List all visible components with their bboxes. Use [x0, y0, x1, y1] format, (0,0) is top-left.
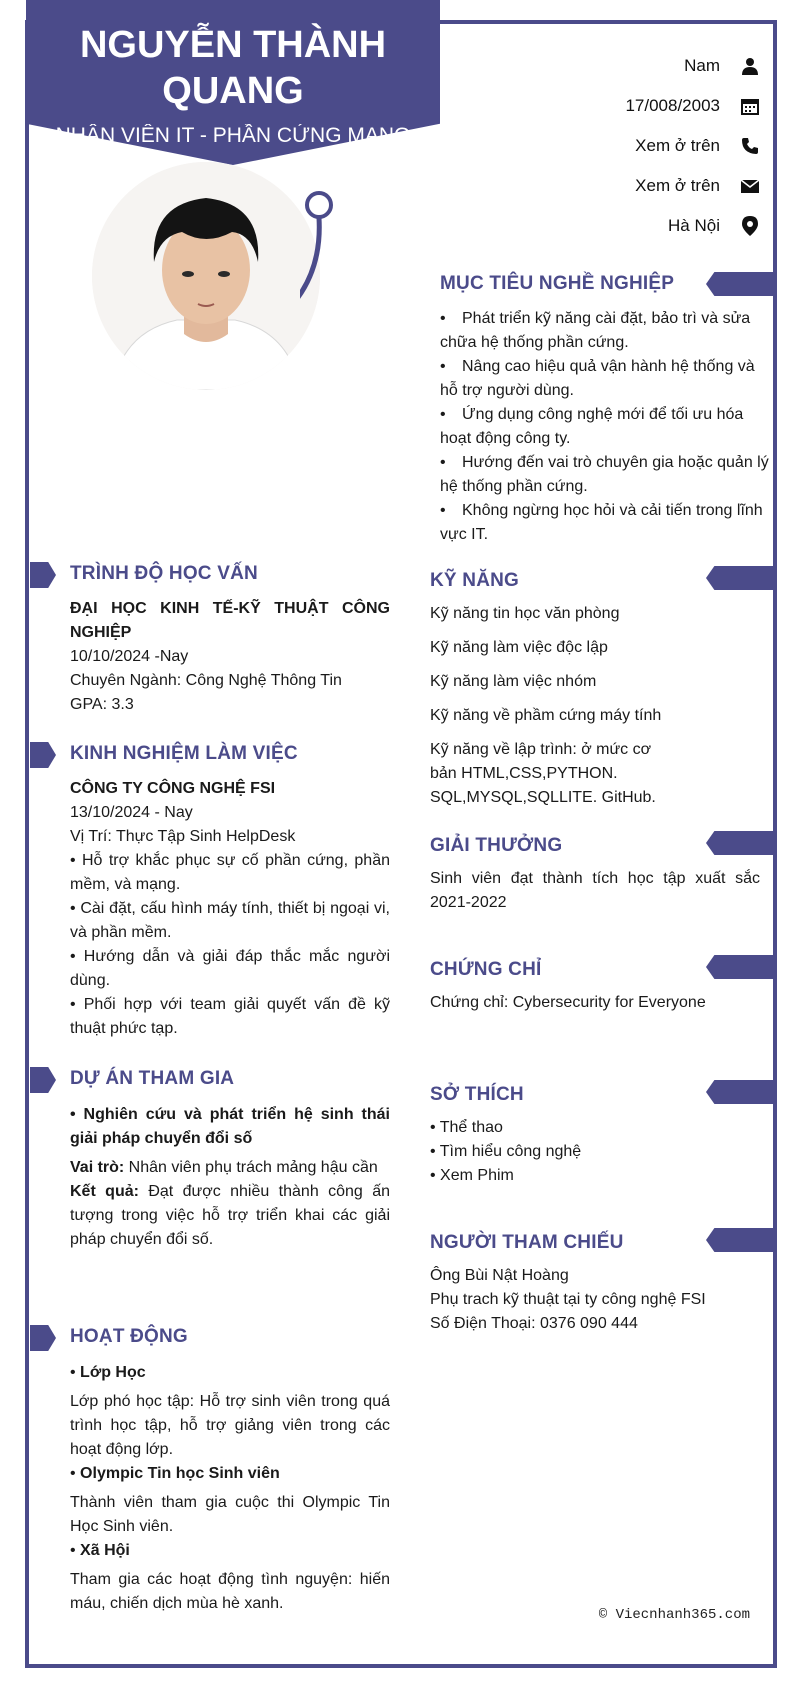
portrait-photo: [92, 162, 320, 390]
experience-block: [70, 777, 390, 1041]
reference-position: Phụ trach kỹ thuật tại ty công nghệ FSI: [430, 1291, 706, 1308]
skills-list: [430, 602, 670, 820]
awards-title: GIẢI THƯỞNG: [430, 835, 563, 856]
experience-position: Vị Trí: Thực Tập Sinh HelpDesk: [70, 828, 296, 845]
birthday-text: 17/008/2003: [625, 96, 720, 115]
map-pin-icon: [740, 216, 760, 236]
gender-text: Nam: [684, 56, 720, 75]
education-block: [70, 597, 390, 717]
reference-name: Ông Bùi Nật Hoàng: [430, 1267, 569, 1284]
skill-item: Kỹ năng làm việc nhóm: [430, 673, 597, 690]
goal-item: • Phát triển kỹ năng cài đặt, bảo trì và sửa chữa hệ thống phần cứng.: [440, 307, 770, 355]
skill-item: Kỹ năng về lập trình: ở mức cơ bản HTML,CSS,PYTHON. SQL,MYSQL,SQLLITE. GitHub.: [430, 741, 656, 806]
decorative-arc: [300, 190, 350, 310]
job-title: NHÂN VIÊN IT - PHẦN CỨNG MẠNG: [55, 124, 411, 147]
goal-item: • Nâng cao hiệu quả vận hành hệ thống và hỗ trợ người dùng.: [440, 355, 770, 403]
section-tab-skills: [706, 566, 776, 590]
activity-name: • Xã Hội: [70, 1542, 130, 1559]
address-text: Hà Nội: [668, 216, 720, 235]
contact-address: [668, 213, 760, 239]
hobbies-title: SỞ THÍCH: [430, 1084, 524, 1105]
project-role-label: Vai trò:: [70, 1159, 125, 1176]
reference-phone: Số Điện Thoại: 0376 090 444: [430, 1315, 638, 1332]
experience-task: • Cài đặt, cấu hình máy tính, thiết bị ngoại vi, và phần mềm.: [70, 900, 390, 941]
phone-icon: [740, 136, 760, 156]
projects-title: DỰ ÁN THAM GIA: [70, 1068, 235, 1089]
projects-block: [70, 1103, 390, 1252]
section-tab-hobbies: [706, 1080, 776, 1104]
activities-block: [70, 1361, 390, 1616]
project-role-text: Nhân viên phụ trách mảng hậu cần: [124, 1159, 378, 1176]
contact-birthday: [625, 93, 760, 119]
education-period: 10/10/2024 -Nay: [70, 648, 189, 665]
reference-title: NGƯỜI THAM CHIẾU: [430, 1232, 624, 1253]
contact-gender: [684, 53, 760, 79]
footer-watermark: © Viecnhanh365.com: [598, 1607, 750, 1623]
activity-desc: Lớp phó học tập: Hỗ trợ sinh viên trong quá trình học tập, hỗ trợ giảng viên trong các hoạt động lớp.: [70, 1393, 390, 1458]
phone-text: Xem ở trên: [635, 136, 720, 155]
goal-item: • Không ngừng học hỏi và cải tiến trong lĩnh vực IT.: [440, 499, 770, 547]
contact-phone: [635, 133, 760, 159]
education-title: TRÌNH ĐỘ HỌC VẤN: [70, 563, 258, 584]
education-gpa: GPA: 3.3: [70, 696, 134, 713]
hobby-item: • Tìm hiểu công nghệ: [430, 1143, 582, 1160]
reference-block: [430, 1264, 760, 1336]
section-tab-goals: [706, 272, 776, 296]
certificates-text: Chứng chỉ: Cybersecurity for Everyone: [430, 994, 706, 1011]
avatar: [92, 162, 320, 390]
goal-item: • Ứng dụng công nghệ mới để tối ưu hóa hoạt động công ty.: [440, 403, 770, 451]
skill-item: Kỹ năng tin học văn phòng: [430, 605, 620, 622]
skill-item: Kỹ năng làm việc độc lập: [430, 639, 608, 656]
section-tab-awards: [706, 831, 776, 855]
experience-task: • Hỗ trợ khắc phục sự cố phần cứng, phần mềm, và mạng.: [70, 852, 390, 893]
candidate-name: NGUYỄN THÀNH QUANG: [79, 24, 387, 112]
project-result-label: Kết quả:: [70, 1183, 139, 1200]
activity-name: • Lớp Học: [70, 1364, 146, 1381]
section-tab-reference: [706, 1228, 776, 1252]
user-icon: [740, 56, 760, 76]
project-role: [70, 1156, 390, 1180]
activities-title: HOẠT ĐỘNG: [70, 1326, 188, 1347]
goals-title: MỤC TIÊU NGHỀ NGHIỆP: [440, 273, 675, 294]
experience-task: • Hướng dẫn và giải đáp thắc mắc người dùng.: [70, 948, 390, 989]
project-name: • Nghiên cứu và phát triển hệ sinh thái giải pháp chuyển đổi số: [70, 1106, 390, 1147]
section-tab-certificates: [706, 955, 776, 979]
activity-desc: Tham gia các hoạt động tình nguyện: hiến máu, chiến dịch mùa hè xanh.: [70, 1571, 390, 1612]
envelope-icon: [740, 176, 760, 196]
skill-item: Kỹ năng về phầm cứng máy tính: [430, 707, 662, 724]
school-name: ĐẠI HỌC KINH TẾ-KỸ THUẬT CÔNG NGHIỆP: [70, 600, 390, 641]
email-text: Xem ở trên: [635, 176, 720, 195]
project-result: [70, 1180, 390, 1252]
awards-text: Sinh viên đạt thành tích học tập xuất sắc 2021-2022: [430, 870, 760, 911]
experience-title: KINH NGHIỆM LÀM VIỆC: [70, 743, 298, 764]
education-major: Chuyên Ngành: Công Nghệ Thông Tin: [70, 672, 342, 689]
hobby-item: • Xem Phim: [430, 1167, 514, 1184]
company-name: CÔNG TY CÔNG NGHỆ FSI: [70, 780, 276, 797]
activity-name: • Olympic Tin học Sinh viên: [70, 1465, 280, 1482]
experience-task: • Phối hợp với team giải quyết vấn đề kỹ thuật phức tạp.: [70, 996, 390, 1037]
certificates-title: CHỨNG CHỈ: [430, 959, 542, 980]
goal-item: • Hướng đến vai trò chuyên gia hoặc quản lý hệ thống phần cứng.: [440, 451, 770, 499]
contact-email: [635, 173, 760, 199]
experience-period: 13/10/2024 - Nay: [70, 804, 193, 821]
project-result-text: Đạt được nhiều thành công ấn tượng trong việc hỗ trợ triển khai các giải pháp chuyển đổi số.: [70, 1183, 390, 1248]
calendar-icon: [740, 96, 760, 116]
goals-list: [440, 307, 770, 547]
hobby-item: • Thể thao: [430, 1119, 503, 1136]
hobbies-list: [430, 1116, 760, 1188]
activity-desc: Thành viên tham gia cuộc thi Olympic Tin Học Sinh viên.: [70, 1494, 390, 1535]
skills-title: KỸ NĂNG: [430, 570, 520, 591]
